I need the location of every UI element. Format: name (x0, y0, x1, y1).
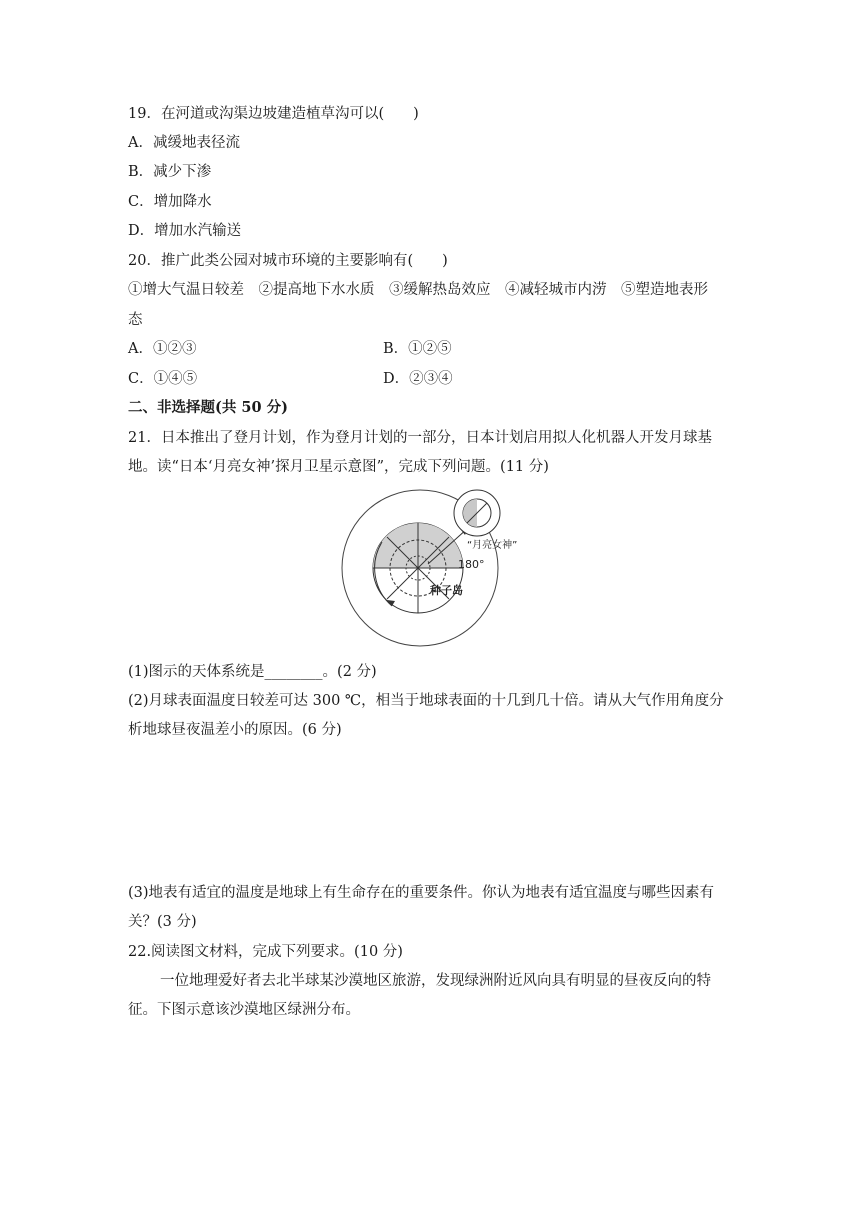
q20-items: ①增大气温日较差 ②提高地下水水质 ③缓解热岛效应 ④减轻城市内涝 ⑤塑造地表形 (128, 282, 708, 298)
q19-option-d: D．增加水汽输送 (128, 223, 242, 239)
q20-option-d: D．②③④ (383, 371, 453, 387)
q19-option-c: C．增加降水 (128, 194, 212, 210)
q20-items-cont: 态 (128, 312, 143, 328)
island-label: 种子岛 (430, 584, 463, 597)
q20-option-c: C．①④⑤ (128, 371, 198, 387)
q21-stem-cont: 地。读“日本‘月亮女神’探月卫星示意图”，完成下列问题。(11 分) (128, 459, 549, 475)
q20-stem: 20．推广此类公园对城市环境的主要影响有( ) (128, 253, 448, 269)
q21-sub2-cont: 析地球昼夜温差小的原因。(6 分) (128, 722, 342, 738)
satellite-label: “月亮女神” (467, 540, 518, 551)
q19-option-a: A．减缓地表径流 (128, 135, 240, 151)
q21-sub1: (1)图示的天体系统是________。(2 分) (128, 664, 377, 680)
q19-option-b: B．减少下渗 (128, 164, 212, 180)
section-title: 二、非选择题(共 50 分) (128, 399, 288, 416)
q20-option-b: B．①②⑤ (383, 341, 452, 357)
q22-para-cont: 征。下图示意该沙漠地区绿洲分布。 (128, 1002, 360, 1018)
q22-para: 一位地理爱好者去北半球某沙漠地区旅游，发现绿洲附近风向具有明显的昼夜反向的特 (160, 973, 711, 989)
q19-stem: 19．在河道或沟渠边坡建造植草沟可以( ) (128, 106, 419, 122)
q20-option-a: A．①②③ (128, 341, 197, 357)
moon-satellite-diagram (340, 480, 560, 650)
q21-sub3: (3)地表有适宜的温度是地球上有生命存在的重要条件。你认为地表有适宜温度与哪些因素有 (128, 885, 715, 901)
angle-label: 180° (458, 558, 485, 571)
q21-stem: 21．日本推出了登月计划，作为登月计划的一部分，日本计划启用拟人化机器人开发月球基 (128, 430, 712, 446)
q21-sub2: (2)月球表面温度日较差可达 300 ℃，相当于地球表面的十几到几十倍。请从大气作用角度分 (128, 693, 724, 709)
q21-sub3-cont: 关？(3 分) (128, 914, 197, 930)
q22-stem: 22.阅读图文材料，完成下列要求。(10 分) (128, 944, 403, 960)
